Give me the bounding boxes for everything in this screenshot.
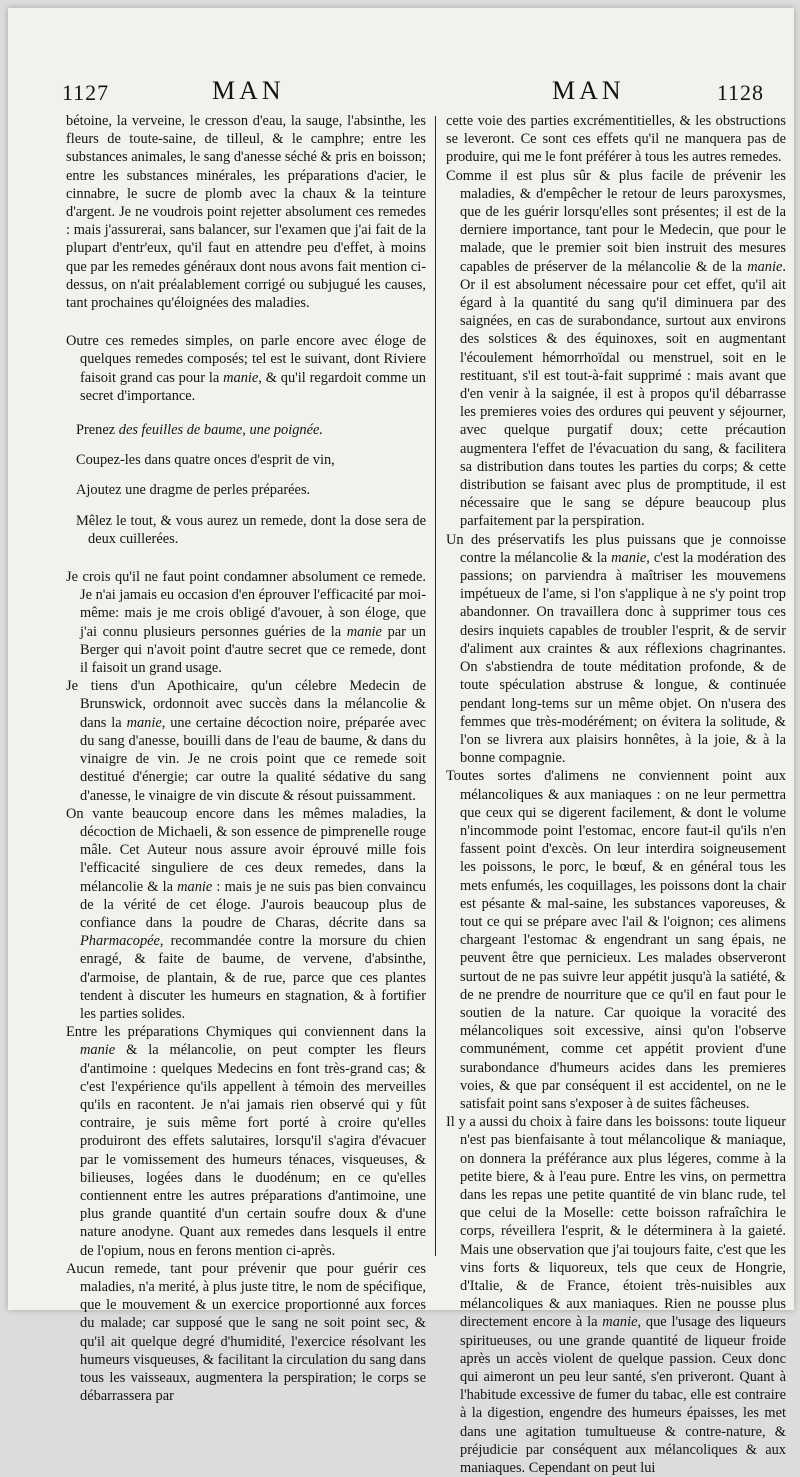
left-column-paragraph	[66, 1023, 426, 1260]
paragraph-text: , c'est la modération des passions; on parviendra à maîtriser les mouvemens impétueux de l'ame, si l'on s'applique à ne s'y point trop abandonner. On travaillera donc à supprimer tous ces desirs inquiets capables de troubler l'esprit, & de servir d'aliment aux craintes & aux réflexions chagrinantes. On s'abstiendra de toute méditation profonde, & de toute spéculation abstruse & longue, & continuée pendant long-tems sur un même objet. On n'usera des femmes que très-modérément; on évitera la solitude, & l'on se livrera aux plaisirs honnêtes, à la joie, & à la bonne compagnie.	[460, 549, 786, 767]
right-column-paragraph	[446, 767, 786, 1113]
paragraph-text: Aucun remede, tant pour prévenir que pour guérir ces maladies, n'a merité, à plus juste titre, le nom de spécifique, que le mouvement & un exercice proportionné aux forces du malade; car supposé que le sang ne soit point sec, & qu'il ait quelque degré d'humidité, l'exercice résolvant les humeurs visqueuses, & facilitant la circulation du sang dans tous les vaisseaux, augmentera la perspiration; le corps se débarrassera par	[66, 1260, 426, 1405]
paragraph-text: Je tiens d'un Apothicaire, qu'un célebre Medecin de Brunswick, ordonnoit avec succès dans la mélancolie & dans la	[66, 678, 426, 731]
paragraph-text: Ajoutez une dragme de perles préparées.	[76, 482, 311, 499]
book-page	[8, 8, 794, 1477]
left-column-paragraph	[66, 512, 426, 548]
paragraph-text: Il y a aussi du choix à faire dans les boissons: toute liqueur n'est pas bienfaisante à tout mélancolique & maniaque, on donnera la préférance aux plus légeres, comme à la petite biere, & à l'eau pure. Entre les vins, on permettra dans les repas une petite quantité de vin blanc rude, tel que celui de la Moselle: cette boisson rafraîchira le corps, réveillera l'esprit, & le déterminera à la gaieté. Mais une observation que j'ai toujours faite, c'est que les vins forts & liquoreux, tels que ceux de Hongrie, d'Italie, & de France, étoient très-nuisibles aux mélancoliques & aux maniaques. Rien ne pousse plus directement encore à la	[446, 1114, 786, 1331]
paragraph-text: , recommandée contre la morsure du chien enragé, & faite de baume, de vervene, d'absinthe, d'armoise, de plantain, & de rue, parce que ces plantes tendent à discuter les humeurs en stagnation, & à fortifier les parties solides.	[80, 933, 426, 1022]
left-column-paragraph	[66, 332, 426, 405]
column-divider	[435, 116, 436, 1256]
italic-term: Pharmacopée	[80, 933, 160, 950]
left-column-paragraph	[66, 421, 426, 439]
paragraph-text: Outre ces remedes simples, on parle encore avec éloge de quelques remedes composés; tel est le suivant, dont Riviere faisoit grand cas pour la	[66, 333, 426, 386]
italic-term: manie	[346, 623, 382, 640]
right-running-head: MAN	[552, 76, 625, 105]
left-column-paragraph	[66, 112, 426, 312]
right-column-paragraph	[446, 1113, 786, 1477]
right-column-paragraph	[446, 167, 786, 531]
right-column-paragraph	[446, 531, 786, 768]
paragraph-text: On vante beaucoup encore dans les mêmes maladies, la décoction de Michaeli, & son essence de pimprenelle rouge mâle. Cet Auteur nous assure avoir éprouvé mille fois l'efficacité singuliere de ces deux remedes, dans la mélancolie & la	[66, 805, 426, 895]
paragraph-text: , & qu'il regardoit comme un secret d'importance.	[80, 369, 426, 404]
paragraph-text: : mais je ne suis pas bien convaincu de la vérité de cet éloge. J'aurois beaucoup plus de confiance dans la poudre de Charas, décrite dans sa	[80, 878, 427, 931]
left-column-number: 1127	[62, 80, 110, 105]
italic-term: manie	[611, 549, 647, 566]
italic-term: manie	[602, 1314, 638, 1331]
right-column-paragraph	[446, 112, 786, 167]
italic-term: manie	[80, 1042, 116, 1059]
right-text-column	[446, 112, 786, 1477]
left-text-column	[66, 112, 426, 1405]
paragraph-text: bétoine, la verveine, le cresson d'eau, la sauge, l'absinthe, les fleurs de toute-saine, de tilleul, & le camphre; entre les substances animales, le sang d'anesse séché & pris en boisson; entre les substances minérales, les préparations d'acier, le cinnabre, le sucre de plomb avec la chaux & la teinture d'argent. Je ne voudrois point rejetter absolument ces remedes : mais j'assurerai, sans balancer, sur l'examen que j'ai fait de la plupart d'entr'eux, qu'il faut en attendre peu d'effet, à moins que par les remedes généraux dont nous avons fait mention ci-dessus, on n'ait préalablement corrigé ou subjugué les causes, tant prochaines qu'éloignées des maladies.	[66, 113, 426, 312]
paragraph-text: , que l'usage des liqueurs spiritueuses, ou une grande quantité de liqueur froide après un accès violent de quelque passion. Ceux donc qui aimeront un peu leur santé, s'en priveront. Quant à l'habitude excessive de fumer du tabac, elle est contraire à la digestion, engendre des humeurs épaisses, les met dans une agitation tumultueuse & contre-nature, & préjudicie par conséquent aux mélancoliques & aux maniaques. Cependant on peut lui	[460, 1314, 786, 1477]
italic-term: manie	[747, 258, 783, 275]
left-column-paragraph	[66, 805, 426, 1023]
left-column-paragraph	[66, 1260, 426, 1406]
left-column-paragraph	[66, 568, 426, 677]
paragraph-text: & la mélancolie, on peut compter les fleurs d'antimoine : quelques Medecins en font très-grand cas; & c'est l'expérience qu'ils appellent à témoin des merveilles qu'ils en racontent. Je n'ai jamais rien observé qui y fût contraire, je suis même fort porté à croire qu'elles produiront des effets salutaires, lorsqu'il s'agira d'évacuer par le vomissement des humeurs ténaces, visqueuses, & bilieuses, logées dans le duodénum; en ce qu'elles contiennent entre les autres préparations d'antimoine, une plus grande quantité d'un certain soufre doux & d'une nature anodyne. Quant aux remedes dans lesquels il entre de l'opium, nous en ferons mention ci-après.	[80, 1042, 426, 1259]
paragraph-text: . Or il est absolument nécessaire pour cet effet, qu'il ait égard à la quantité du sang qu'il diminuera par des saignées, en cas de surabondance, surtout aux environs des solstices & des équinoxes, soit en augmentant l'écoulement hémorrhoïdal ou menstruel, soit en le restituant, s'il est tout-à-fait supprimé : mais avant que d'en venir à la saignée, il est à propos qu'il débarrasse les premieres voies des ordures qui peuvent y séjourner, avec quelque purgatif doux; cette précaution augmentera l'effet de l'évacuation du sang, & facilitera sa distribution dans toutes les parties du corps; & cette distribution se faisant avec plus de promptitude, il est nécessaire que le sang se dépure beaucoup plus parfaitement par la perspiration.	[460, 258, 786, 530]
left-running-head: MAN	[212, 76, 285, 105]
left-column-paragraph	[66, 481, 426, 499]
paragraph-text: Entre les préparations Chymiques qui conviennent dans la	[66, 1024, 426, 1041]
paragraph-text: , une certaine décoction noire, préparée avec du sang d'anesse, bouilli dans de l'eau de baume, & dans du vinaigre de vin. Je ne crois point que ce remede soit destitué d'énergie; car outre la qualité sédative du sang d'anesse, le vinaigre de vin discute & résout puissamment.	[80, 714, 426, 804]
paragraph-text: Un des préservatifs les plus puissans que je connoisse contre la mélancolie & la	[446, 531, 786, 566]
left-column-paragraph	[66, 677, 426, 804]
paragraph-text: cette voie des parties excrémentitielles, & les obstructions se leveront. Ce sont ces effets qu'il ne manquera pas de produire, qui me le font préférer à tous les autres remedes.	[446, 113, 786, 166]
italic-term: manie	[177, 878, 213, 895]
right-column-number: 1128	[716, 80, 764, 105]
running-header	[62, 76, 764, 110]
italic-term: des feuilles de baume, une poignée.	[118, 422, 323, 439]
paragraph-text: Prenez	[76, 422, 119, 439]
faint-library-stamp	[194, 1260, 266, 1276]
paragraph-text: Je crois qu'il ne faut point condamner absolument ce remede. Je n'ai jamais eu occasion d'en éprouver l'efficacité par moi-même: mais je me crois obligé d'avouer, à son éloge, que j'ai connu plusieurs personnes guéries de la	[66, 569, 426, 640]
italic-term: manie	[126, 714, 162, 731]
paragraph-text: Coupez-les dans quatre onces d'esprit de vin,	[76, 452, 335, 469]
paragraph-text: Toutes sortes d'alimens ne conviennent point aux mélancoliques & aux maniaques : on ne leur permettra que ceux qui se digerent facilement, & dont le volume n'incommode point l'estomac, encore faut-il qu'ils n'en fassent point d'excès. On leur interdira soigneusement les poissons, le porc, le bœuf, & en général tous les mets enfumés, les coquillages, les poissons dont la chair est pésante & mal-saine, les substances vaporeuses, & tout ce qui se prépare avec l'ail & l'oignon; ces alimens chargeant l'estomac & engendrant un sang épais, ne peuvent être que pernicieux. Les malades observeront surtout de ne pas suivre leur appétit jusqu'à la satiété, & de ne prendre de nourriture que ce qu'il en faut pour le soutien de la nature. Car quoique la voracité des mélancoliques soit excessive, ainsi qu'on l'observe communément, comme cet appétit provient d'une surabondance d'humeurs acides dans les premieres voies, & que par conséquent il est accidentel, on ne le satisfait point sans s'exposer à de suites fâcheuses.	[446, 768, 786, 1112]
paragraph-text: Mêlez le tout, & vous aurez un remede, dont la dose sera de deux cuillerées.	[76, 512, 426, 547]
left-column-paragraph	[66, 451, 426, 469]
paragraph-text: Comme il est plus sûr & plus facile de prévenir les maladies, & d'empêcher le retour de leurs paroxysmes, que de les guérir lorsqu'elles sont présentes; il est de la derniere importance, tant pour le Medecin, que pour le malade, que le premier soit bien instruit des mesures capables de préserver de la mélancolie & de la	[446, 167, 786, 275]
paragraph-text: par un Berger qui n'avoit point d'autre secret que ce remede, dont il faisoit un grand usage.	[80, 623, 426, 677]
italic-term: manie	[223, 369, 259, 386]
